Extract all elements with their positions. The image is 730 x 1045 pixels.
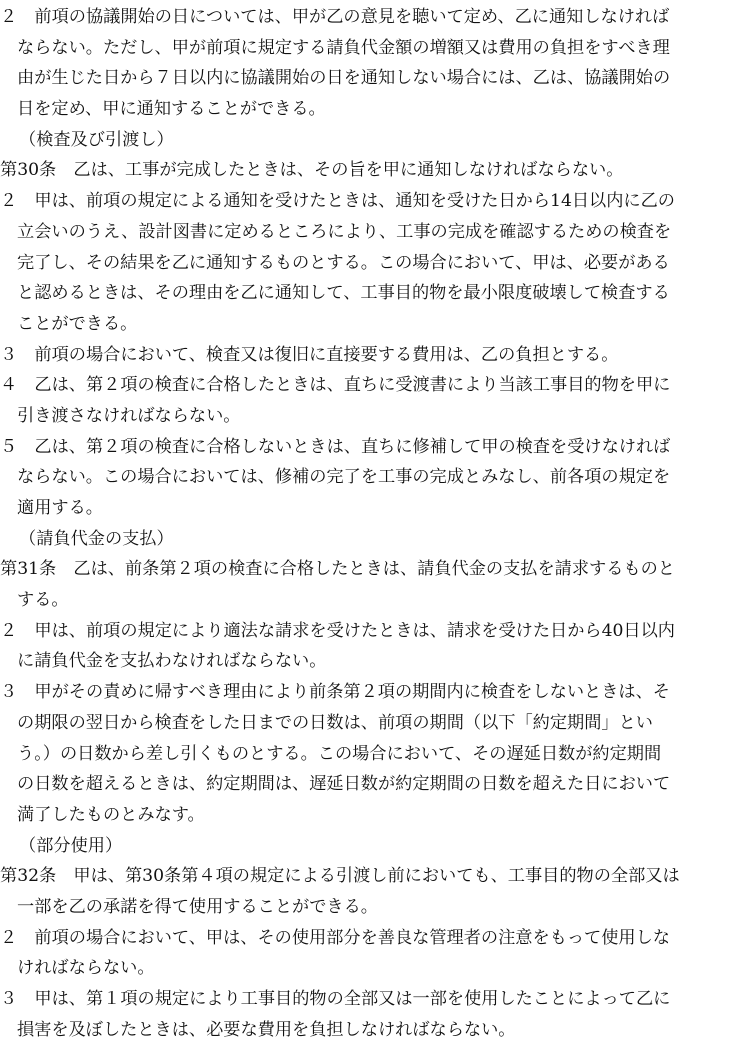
- text-line: ２ 前項の場合において、甲は、その使用部分を善良な管理者の注意をもって使用しな: [0, 927, 670, 948]
- text-line: に請負代金を支払わなければならない。: [17, 651, 327, 672]
- text-line: と認めるときは、その理由を乙に通知して、工事目的物を最小限度破壊して検査する: [17, 283, 670, 304]
- text-line: 損害を及ぼしたときは、必要な費用を負担しなければならない。: [17, 1019, 516, 1040]
- text-line: う。）の日数から差し引くものとする。この場合において、その遅延日数が約定期間: [17, 743, 662, 764]
- text-line: 引き渡さなければならない。: [17, 405, 241, 426]
- text-line: ことができる。: [17, 313, 138, 334]
- text-line: 第30条 乙は、工事が完成したときは、その旨を甲に通知しなければならない。: [0, 160, 624, 181]
- text-line: 日を定め、甲に通知することができる。: [17, 99, 326, 120]
- text-line: ３ 甲は、第１項の規定により工事目的物の全部又は一部を使用したことによって乙に: [0, 989, 671, 1009]
- text-line: ならない。ただし、甲が前項に規定する請負代金額の増額又は費用の負担をすべき理: [17, 37, 670, 58]
- text-line: 完了し、その結果を乙に通知するものとする。この場合において、甲は、必要がある: [17, 252, 670, 273]
- text-line: 立会いのうえ、設計図書に定めるところにより、工事の完成を確認するための検査を: [17, 221, 672, 242]
- text-line: 満了したものとみなす。: [17, 804, 205, 825]
- text-line: 一部を乙の承諾を得て使用することができる。: [17, 896, 378, 917]
- text-line: 由が生じた日から７日以内に協議開始の日を通知しない場合には、乙は、協議開始の: [17, 68, 671, 89]
- text-line: ２ 前項の協議開始の日については、甲が乙の意見を聴いて定め、乙に通知しなければ: [0, 7, 670, 27]
- text-line: の期限の翌日から検査をした日までの日数は、前項の期間（以下「約定期間」とい: [17, 712, 653, 733]
- text-line: 第31条 乙は、前条第２項の検査に合格したときは、請負代金の支払を請求するものと: [0, 559, 675, 580]
- text-line: ければならない。: [17, 958, 155, 979]
- section-caption: （請負代金の支払）: [19, 528, 174, 549]
- text-line: する。: [17, 590, 69, 611]
- text-line: ３ 甲がその責めに帰すべき理由により前条第２項の期間内に検査をしないときは、そ: [0, 682, 670, 703]
- text-line: の日数を超えるときは、約定期間は、遅延日数が約定期間の日数を超えた日において: [17, 774, 671, 795]
- section-caption: （検査及び引渡し）: [19, 129, 174, 150]
- text-line: ５ 乙は、第２項の検査に合格しないときは、直ちに修補して甲の検査を受けなければ: [0, 436, 671, 457]
- text-line: 適用する。: [17, 498, 103, 518]
- text-line: 第32条 甲は、第30条第４項の規定による引渡し前においても、工事目的物の全部又は: [0, 866, 680, 887]
- section-caption: （部分使用）: [19, 835, 123, 856]
- text-line: ２ 甲は、前項の規定による通知を受けたときは、通知を受けた日から14日以内に乙の: [0, 191, 675, 212]
- text-line: ２ 甲は、前項の規定により適法な請求を受けたときは、請求を受けた日から40日以内: [0, 620, 675, 641]
- text-line: ４ 乙は、第２項の検査に合格したときは、直ちに受渡書により当該工事目的物を甲に: [0, 375, 671, 396]
- text-line: ならない。この場合においては、修補の完了を工事の完成とみなし、前各項の規定を: [17, 467, 671, 488]
- text-line: ３ 前項の場合において、検査又は復旧に直接要する費用は、乙の負担とする。: [0, 344, 619, 365]
